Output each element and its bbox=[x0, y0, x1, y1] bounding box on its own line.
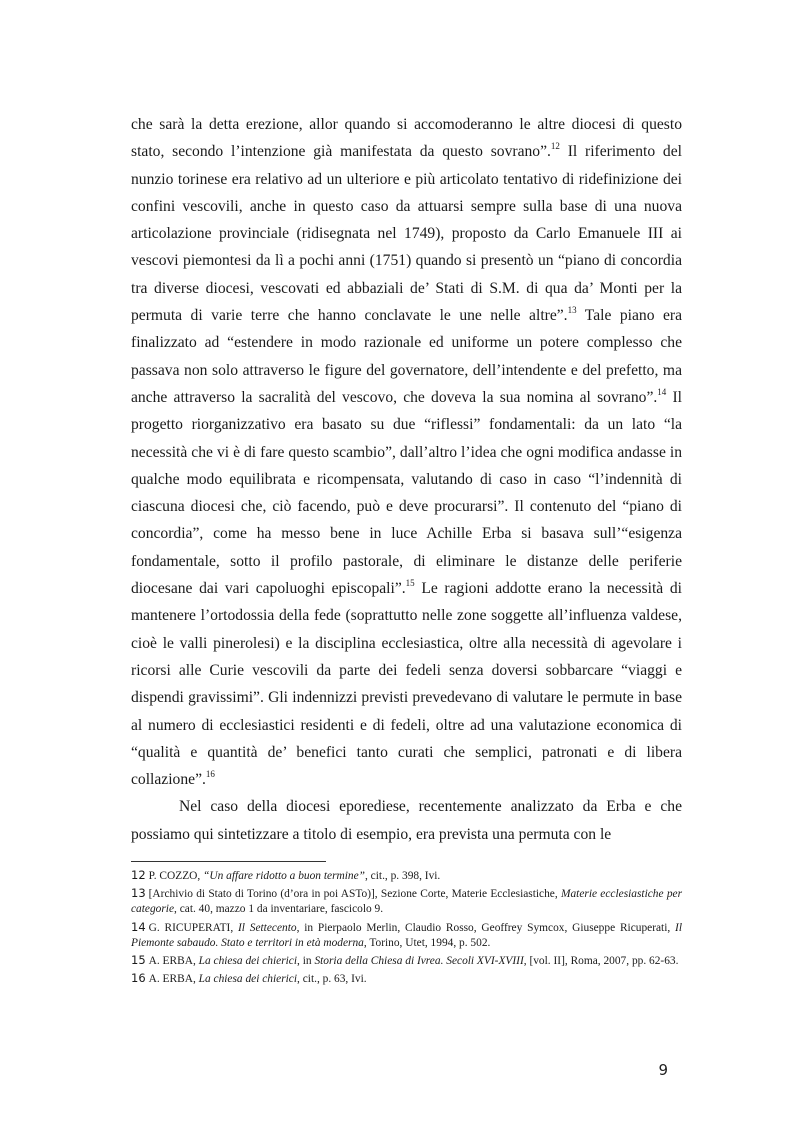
text-run: , in Pierpaolo Merlin, Claudio Rosso, Geoffrey Symcox, Giuseppe Ricuperati, bbox=[296, 921, 676, 934]
footnote-number: 16 bbox=[131, 971, 146, 986]
body-text bbox=[131, 111, 682, 848]
footnote-number: 13 bbox=[131, 886, 146, 901]
text-run: , [vol. II], Roma, 2007, pp. 62-63. bbox=[523, 955, 679, 968]
italic-text: Storia della Chiesa di Ivrea. Secoli XVI-XVIII bbox=[314, 955, 524, 968]
text-run: , cit., p. 398, Ivi. bbox=[364, 870, 441, 882]
footnote bbox=[131, 868, 682, 884]
footnote-reference[interactable]: 13 bbox=[567, 304, 577, 315]
text-run: [Archivio di Stato di Torino (d’ora in poi ASTo)], Sezione Corte, Materie Ecclesiastiche, bbox=[148, 888, 561, 901]
footnote-reference[interactable]: 12 bbox=[550, 141, 560, 152]
footnote bbox=[131, 953, 682, 969]
text-run: A. ERBA, bbox=[148, 955, 199, 968]
text-run: Le ragioni addotte erano la necessità di mantenere l’ortodossia della fede (soprattutto nelle zone soggette all’influenza valdese, cioè le valli pinerolesi) e la disciplina ecclesiastica, oltre alla necessità di agevolare i ricorsi alle Curie vescovili da parte dei fedeli senza doversi sobbarcare “viaggi e dispendi gravissimi”. Gli indennizzi previsti prevedevano di valutare le permute in base al numero di ecclesiastici residenti e di fedeli, oltre ad una valutazione economica di “qualità e quantità de’ benefici tanto curati che semplici, patronati e di libera collazione”. bbox=[131, 580, 682, 789]
text-run: P. COZZO, bbox=[148, 870, 204, 882]
text-run: G. RICUPERATI, bbox=[148, 921, 238, 934]
footnote-number: 14 bbox=[131, 919, 146, 934]
italic-text: La chiesa dei chierici bbox=[198, 973, 298, 986]
text-run: che sarà la detta erezione, allor quando si accomoderanno le altre diocesi di questo stato, secondo l’intenzione già manifestata da questo sovrano”. bbox=[131, 116, 682, 161]
italic-text: “Un affare ridotto a buon termine” bbox=[203, 870, 365, 882]
footnotes bbox=[131, 868, 682, 989]
text-run: , cat. 40, mazzo 1 da inventariare, fascicolo 9. bbox=[174, 903, 384, 916]
footnote-text bbox=[131, 888, 682, 915]
footnote-text bbox=[149, 955, 679, 967]
text-run: , in bbox=[297, 955, 315, 968]
footnote-text bbox=[149, 973, 367, 985]
footnote-separator bbox=[131, 861, 326, 862]
text-run: , Torino, Utet, 1994, p. 502. bbox=[363, 936, 491, 949]
text-run: Nel caso della diocesi eporediese, recentemente analizzato da Erba e che possiamo qui sintetizzare a titolo di esempio, era prevista una permuta con le bbox=[131, 798, 682, 843]
footnote-text bbox=[149, 870, 441, 882]
text-run: A. ERBA, bbox=[148, 973, 199, 986]
italic-text: Il Settecento bbox=[238, 921, 297, 934]
text-run: , cit., p. 63, Ivi. bbox=[297, 973, 367, 986]
footnote-reference[interactable]: 15 bbox=[405, 577, 415, 588]
footnote bbox=[131, 971, 682, 987]
text-run: Tale piano era finalizzato ad “estendere in modo razionale ed uniforme un potere complesso che passava non solo attraverso le figure del governatore, dell’intendente e del prefetto, ma anche attraverso la sacralità del vescovo, che doveva la sua nomina al sovrano”. bbox=[131, 307, 682, 406]
footnote-reference[interactable]: 14 bbox=[657, 386, 667, 397]
italic-text: La chiesa dei chierici bbox=[198, 955, 298, 968]
text-run: Il riferimento del nunzio torinese era relativo ad un ulteriore e più articolato tentativo di ridefinizione dei confini vescovili, anche in questo caso da attuarsi sempre sulla base di una nuova articolazione provinciale (ridisegnata nel 1749), proposto da Carlo Emanuele III ai vescovi piemontesi da lì a pochi anni (1751) quando si presentò un “piano di concordia tra diverse diocesi, vescovati ed abbaziali de’ Stati di S.M. di qua da’ Monti per la permuta di varie terre che hanno conclavate le une nelle altre”. bbox=[131, 143, 682, 325]
italic-text: Il Piemonte sabaudo. Stato e territori in età moderna bbox=[131, 921, 683, 949]
footnote-reference[interactable]: 16 bbox=[205, 768, 215, 779]
footnote-text bbox=[131, 919, 683, 949]
footnote bbox=[131, 886, 682, 917]
footnote-number: 12 bbox=[131, 868, 146, 882]
italic-text: Materie ecclesiastiche per categorie bbox=[131, 888, 683, 916]
text-run: Il progetto riorganizzativo era basato su due “riflessi” fondamentali: da un lato “la necessità che vi è di fare questo scambio”, dall’altro l’idea che ogni modifica andasse in qualche modo equilibrata e ricompensata, valutando di caso in caso “l’indennità di ciascuna diocesi che, ciò facendo, può e deve procurarsi”. Il contenuto del “piano di concordia”, come ha messo bene in luce Achille Erba si basava sull’“esigenza fondamentale, sotto il profilo pastorale, di eliminare le distanze delle periferie diocesane dai vari capoluoghi episcopali”. bbox=[131, 388, 682, 598]
footnote bbox=[131, 920, 682, 951]
page-number: 9 bbox=[658, 1061, 668, 1079]
footnote-number: 15 bbox=[131, 953, 146, 968]
paragraph bbox=[131, 111, 682, 793]
paragraph bbox=[131, 793, 682, 848]
